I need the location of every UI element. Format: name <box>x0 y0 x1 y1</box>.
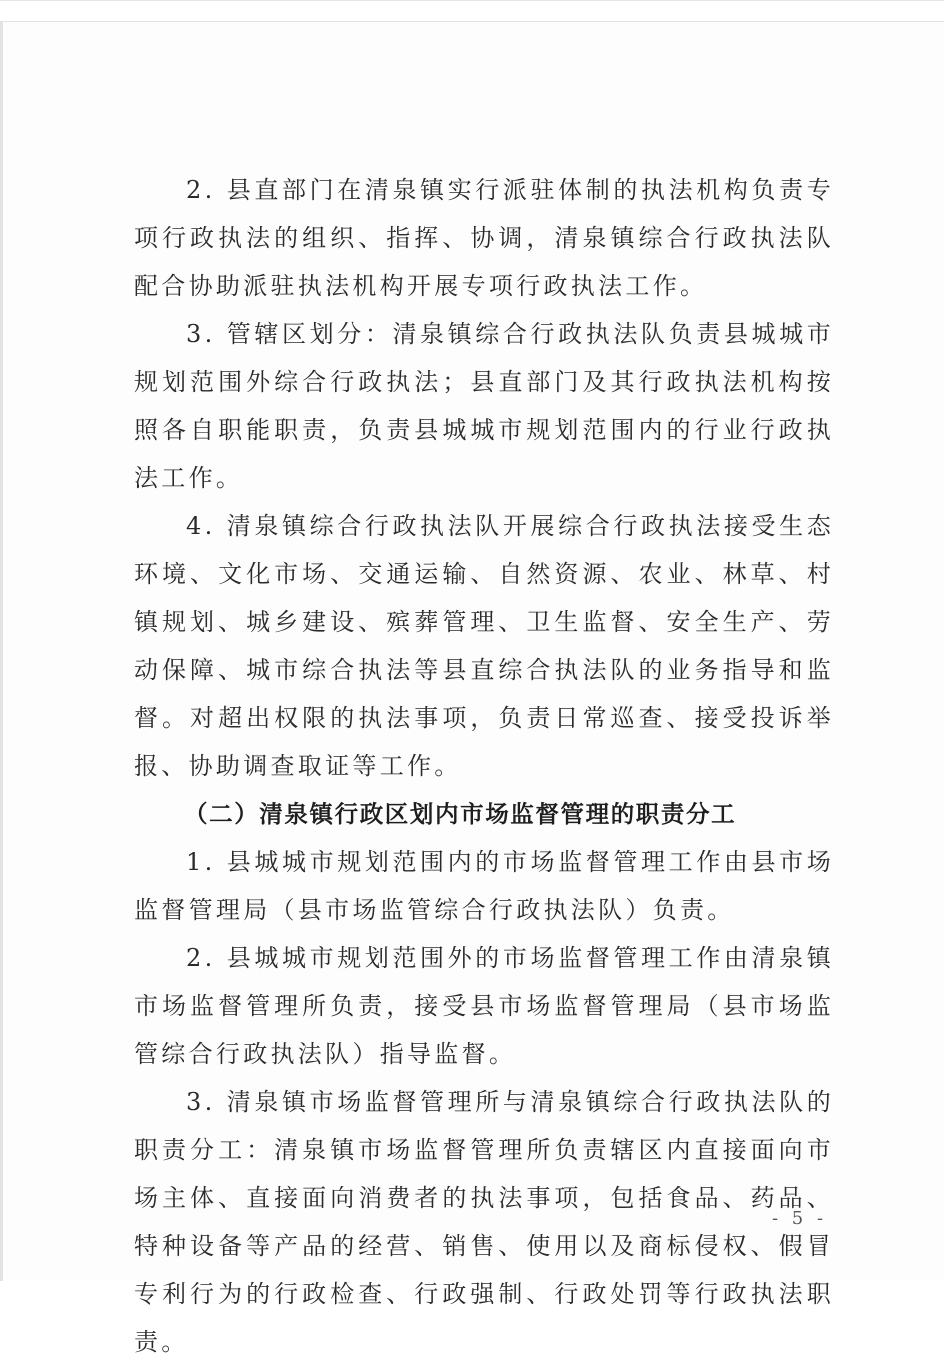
paragraph-2-town-market-supervision: 2. 县城城市规划范围外的市场监督管理工作由清泉镇市场监督管理所负责，接受县市场监督管理局（县市场监管综合行政执法队）指导监督。 <box>134 944 834 1068</box>
page-left-edge <box>0 21 3 1281</box>
paragraph-3-jurisdiction: 3. 管辖区划分：清泉镇综合行政执法队负责县城城市规划范围外综合行政执法；县直部门及其行政执法机构按照各自职能职责，负责县城城市规划范围内的行业行政执法工作。 <box>134 320 834 492</box>
paragraph-2-dispatched-agencies: 2. 县直部门在清泉镇实行派驻体制的执法机构负责专项行政执法的组织、指挥、协调，清泉镇综合行政执法队配合协助派驻执法机构开展专项行政执法工作。 <box>134 176 834 300</box>
page-top-edge <box>0 1 944 22</box>
page-number: - 5 - <box>772 1208 828 1229</box>
paragraph-1-county-market-supervision: 1. 县城城市规划范围内的市场监督管理工作由县市场监督管理局（县市场监管综合行政执法队）负责。 <box>134 848 834 924</box>
paragraph-4-guidance-supervision: 4. 清泉镇综合行政执法队开展综合行政执法接受生态环境、文化市场、交通运输、自然资源、农业、林草、村镇规划、城乡建设、殡葬管理、卫生监督、安全生产、劳动保障、城市综合执法等县直综合执法队的业务指导和监督。对超出权限的执法事项，负责日常巡查、接受投诉举报、协助调查取证等工作。 <box>134 512 834 780</box>
paragraph-3-division-of-duties: 3. 清泉镇市场监督管理所与清泉镇综合行政执法队的职责分工：清泉镇市场监督管理所负责辖区内直接面向市场主体、直接面向消费者的执法事项，包括食品、药品、特种设备等产品的经营、销售、使用以及商标侵权、假冒专利行为的行政检查、行政强制、行政处罚等行政执法职责。 <box>134 1088 834 1356</box>
section-heading-market-supervision: （二）清泉镇行政区划内市场监督管理的职责分工 <box>184 800 737 828</box>
document-body <box>134 166 834 1366</box>
